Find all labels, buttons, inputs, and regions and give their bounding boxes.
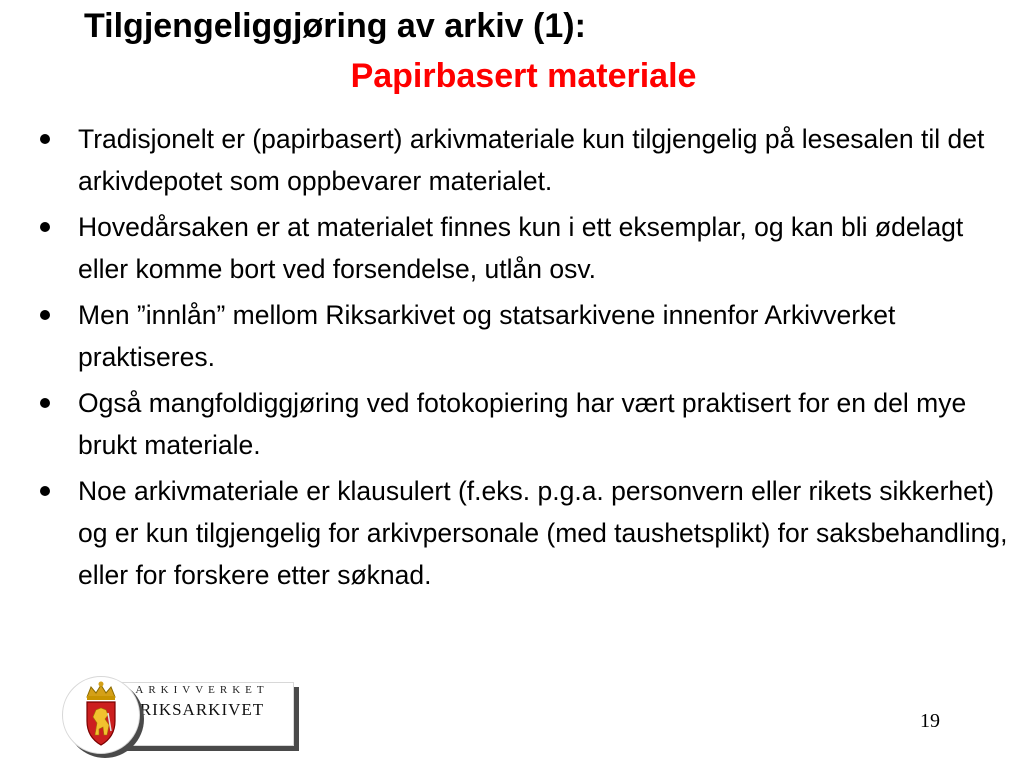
bullet-dot-icon — [40, 134, 50, 144]
bullet-dot-icon — [40, 222, 50, 232]
page-number: 19 — [920, 710, 940, 732]
bullet-item — [36, 382, 1016, 466]
bullet-item — [36, 470, 1016, 596]
bullet-dot-icon — [40, 486, 50, 496]
logo-top-text: ARKIVVERKET — [135, 684, 269, 696]
bullet-item — [36, 206, 1016, 290]
bullet-text: Noe arkivmateriale er klausulert (f.eks. p.g.a. personvern eller rikets sikkerhet) og er kun tilgjengelig for arkivpersonale (med taushetsplikt) for saksbehandling, eller for forskere etter søknad. — [78, 476, 1008, 590]
bullet-item — [36, 294, 1016, 378]
bullet-text: Også mangfoldiggjøring ved fotokopiering har vært praktisert for en del mye brukt materiale. — [78, 388, 967, 460]
bullet-text: Hovedårsaken er at materialet finnes kun i ett eksemplar, og kan bli ødelagt eller komme bort ved forsendelse, utlån osv. — [78, 212, 964, 284]
bullet-item — [36, 118, 1016, 202]
logo-circle — [62, 676, 140, 754]
slide-subtitle: Papirbasert materiale — [350, 57, 697, 95]
bullet-text: Men ”innlån” mellom Riksarkivet og statsarkivene innenfor Arkivverket praktiseres. — [78, 300, 896, 372]
bullet-text: Tradisjonelt er (papirbasert) arkivmateriale kun tilgjengelig på lesesalen til det arkivdepotet som oppbevarer materialet. — [78, 124, 985, 196]
norwegian-coat-of-arms-icon — [63, 677, 139, 753]
logo-bottom-text: RIKSARKIVET — [139, 700, 265, 719]
bullet-list — [36, 118, 1016, 600]
bullet-dot-icon — [40, 398, 50, 408]
bullet-dot-icon — [40, 310, 50, 320]
arkivverket-logo — [58, 676, 298, 756]
slide-title: Tilgjengeliggjøring av arkiv (1): — [84, 7, 586, 45]
